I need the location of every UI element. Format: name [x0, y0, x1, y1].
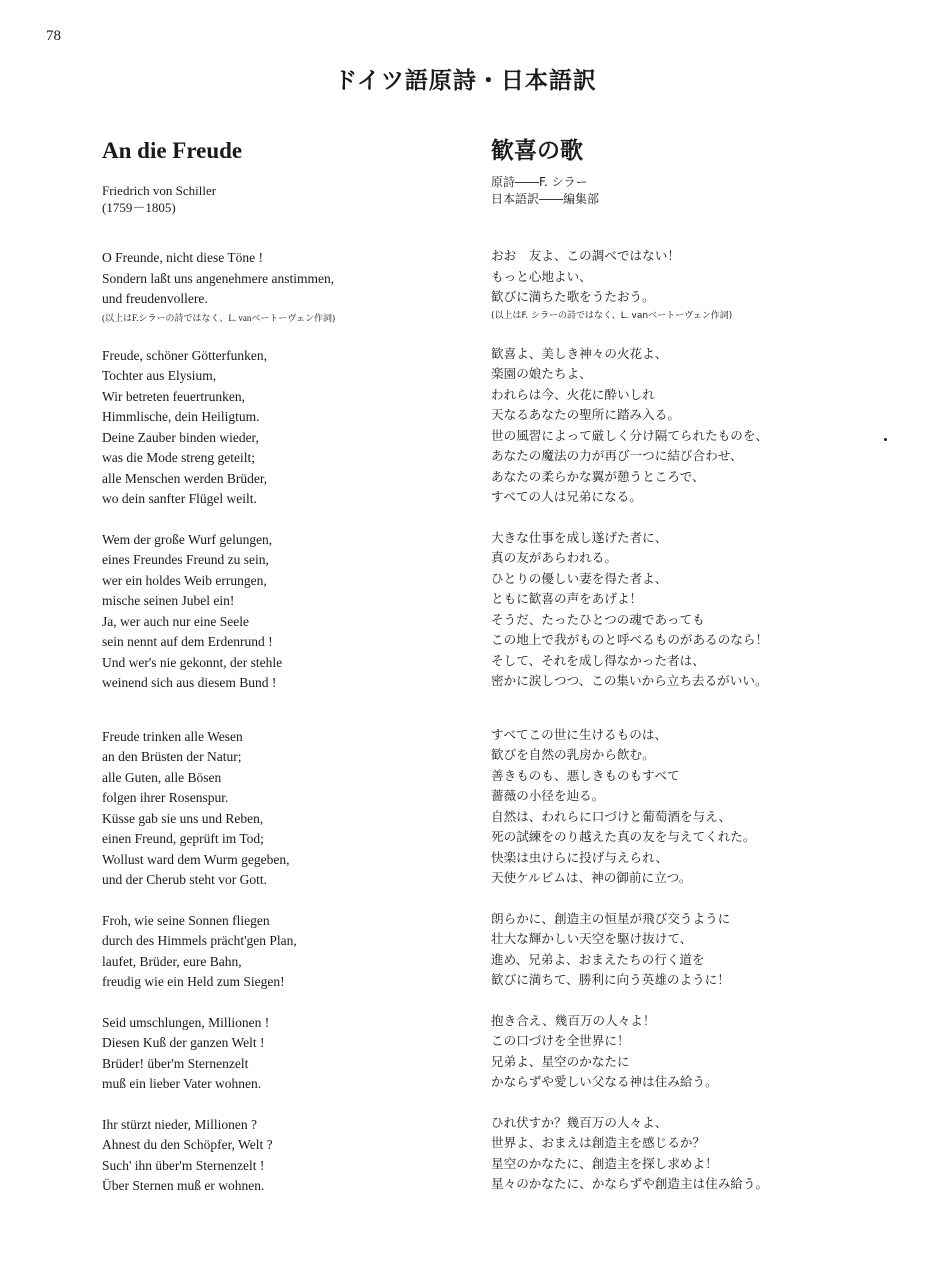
- stanza-gap: [491, 692, 911, 725]
- verse-line: 大きな仕事を成し遂げた者に、: [491, 529, 668, 545]
- stanza-gap: [491, 889, 911, 909]
- verse-line: alle Guten, alle Bösen: [102, 769, 222, 785]
- stanza: [491, 725, 911, 889]
- verse-line: すべての人は兄弟になる。: [491, 489, 642, 504]
- verse-line: Ja, wer auch nur eine Seele: [102, 613, 249, 629]
- verse-line: 密かに涙しつつ、この集いから立ち去るがいい。: [491, 673, 768, 688]
- verse-line: 星空のかなたに、創造主を探し求めよ！: [491, 1155, 718, 1171]
- verse-line: Freude, schöner Götterfunken,: [102, 347, 267, 363]
- verse-line: an den Brüsten der Natur;: [102, 749, 242, 764]
- verse-line: Tochter aus Elysium,: [102, 368, 217, 383]
- stanza-gap: [102, 993, 462, 1013]
- stanza-gap: [102, 510, 462, 530]
- stanza: [491, 1011, 911, 1093]
- verse-line: einen Freund, geprüft im Tod;: [102, 831, 264, 846]
- verse-line: 快楽は虫けらに投げ与えられ、: [491, 849, 669, 865]
- german-column: [102, 132, 462, 1197]
- stanza: [102, 530, 462, 694]
- verse-line: もっと心地よい、: [491, 268, 592, 284]
- stanza: [102, 727, 462, 891]
- verse-line: freudig wie ein Held zum Siegen!: [102, 974, 285, 989]
- verse-line: Wir betreten feuertrunken,: [102, 388, 246, 404]
- verse-line: かならずや愛しい父なる神は住み給う。: [491, 1074, 718, 1089]
- verse-line: und der Cherub steht vor Gott.: [102, 872, 267, 887]
- verse-line: Deine Zauber binden wieder,: [102, 429, 259, 445]
- stanza: [102, 1013, 462, 1095]
- verse-line: muß ein lieber Vater wohnen.: [102, 1076, 262, 1091]
- verse-line: und freudenvollere.: [102, 291, 208, 306]
- verse-line: durch des Himmels prächt'gen Plan,: [102, 933, 297, 948]
- verse-line: 星々のかなたに、かならずや創造主は住み給う。: [491, 1176, 769, 1191]
- verse-line: Ahnest du den Schöpfer, Welt ?: [102, 1137, 273, 1152]
- verse-line: 薔薇の小径を辿る。: [491, 788, 605, 803]
- verse-line: そうだ、たったひとつの魂であっても: [491, 611, 705, 627]
- page-number: 78: [46, 28, 61, 44]
- german-author: Friedrich von Schiller: [102, 183, 217, 198]
- verse-line: wer ein holdes Weib errungen,: [102, 572, 267, 588]
- verse-line: ともに歓喜の声をあげよ！: [491, 591, 643, 606]
- verse-line: wo dein sanfter Flügel weilt.: [102, 491, 257, 506]
- verse-line: 進め、兄弟よ、おまえたちの行く道を: [491, 951, 705, 967]
- verse-line: 歓びを自然の乳房から飲む。: [491, 747, 655, 762]
- verse-line: weinend sich aus diesem Bund !: [102, 675, 277, 690]
- verse-line: この口づけを全世界に！: [491, 1033, 630, 1048]
- verse-line: Diesen Kuß der ganzen Welt !: [102, 1035, 265, 1050]
- attribution-note: (以上はF. シラーの詩ではなく、L. vanベートーヴェン作詞): [491, 310, 733, 321]
- verse-line: 世界よ、おまえは創造主を感じるか？: [491, 1135, 706, 1150]
- stanza: [102, 1115, 462, 1197]
- japanese-credits: [491, 174, 911, 246]
- verse-line: 天なるあなたの聖所に踏み入る。: [491, 407, 680, 422]
- verse-line: 歓喜よ、美しき神々の火花よ、: [491, 345, 668, 361]
- verse-line: 抱き合え、幾百万の人々よ！: [491, 1012, 656, 1028]
- verse-line: Sondern laßt uns angenehmere anstimmen,: [102, 270, 335, 286]
- german-title: An die Freude: [102, 138, 243, 163]
- margin-mark: [884, 438, 887, 441]
- verse-line: Seid umschlungen, Millionen !: [102, 1014, 270, 1030]
- verse-line: Such' ihn über'm Sternenzelt !: [102, 1157, 265, 1173]
- verse-line: mische seinen Jubel ein!: [102, 593, 235, 608]
- verse-line: ひとりの優しい妻を得た者よ、: [491, 570, 668, 586]
- stanza: [491, 1113, 911, 1195]
- german-years: (1759－1805): [102, 200, 176, 215]
- verse-line: あなたの魔法の力が再び一つに結び合わせ、: [491, 448, 743, 463]
- verse-line: おお 友よ、この調べではない！: [491, 248, 680, 263]
- german-author-block: [102, 182, 462, 248]
- verse-line: Und wer's nie gekonnt, der stehle: [102, 654, 283, 670]
- verse-line: 楽園の娘たちよ、: [491, 366, 592, 381]
- verse-line: われらは今、火花に酔いしれ: [491, 386, 655, 402]
- verse-line: Brüder! über'm Sternenzelt: [102, 1055, 249, 1071]
- japanese-stanzas: [491, 246, 911, 1195]
- verse-line: 死の試練をのり越えた真の友を与えてくれた。: [491, 829, 756, 844]
- attribution-note: (以上はF.シラーの詩ではなく、L. vanベートーヴェン作詞): [102, 312, 335, 323]
- verse-line: Über Sternen muß er wohnen.: [102, 1178, 265, 1193]
- verse-line: Himmlische, dein Heiligtum.: [102, 409, 260, 424]
- verse-line: 兄弟よ、星空のかなたに: [491, 1053, 630, 1069]
- verse-line: laufet, Brüder, eure Bahn,: [102, 953, 242, 969]
- verse-line: Wem der große Wurf gelungen,: [102, 531, 273, 547]
- verse-line: O Freunde, nicht diese Töne !: [102, 250, 263, 265]
- verse-line: この地上で我がものと呼べるものがあるのなら！: [491, 632, 769, 647]
- german-stanzas: [102, 248, 462, 1197]
- verse-line: was die Mode streng geteilt;: [102, 450, 255, 465]
- verse-line: 善きものも、悪しきものもすべて: [491, 767, 680, 783]
- stanza: [491, 246, 911, 324]
- stanza: [491, 344, 911, 508]
- verse-line: 歓びに満ちて、勝利に向う英雄のように！: [491, 972, 730, 987]
- verse-line: alle Menschen werden Brüder,: [102, 470, 268, 486]
- stanza-gap: [102, 326, 462, 346]
- stanza-gap: [491, 508, 911, 528]
- credit-translation: 日本語訳――編集部: [491, 192, 600, 206]
- verse-line: Ihr stürzt nieder, Millionen ?: [102, 1116, 258, 1132]
- verse-line: あなたの柔らかな翼が憩うところで、: [491, 468, 705, 484]
- verse-line: 壮大な輝かしい天空を駆け抜けて、: [491, 931, 693, 946]
- verse-line: ひれ伏すか？幾百万の人々よ、: [491, 1114, 668, 1130]
- verse-line: folgen ihrer Rosenspur.: [102, 790, 229, 805]
- stanza-gap: [491, 991, 911, 1011]
- verse-line: sein nennt auf dem Erdenrund !: [102, 634, 273, 649]
- page-title: ドイツ語原詩・日本語訳: [334, 68, 597, 94]
- japanese-column: [491, 132, 911, 1195]
- stanza-gap: [102, 1095, 462, 1115]
- japanese-title: 歓喜の歌: [491, 138, 583, 164]
- verse-line: 真の友があらわれる。: [491, 550, 617, 565]
- verse-line: 天使ケルビムは、神の御前に立つ。: [491, 870, 692, 885]
- stanza: [491, 909, 911, 991]
- verse-line: 自然は、われらに口づけと葡萄酒を与え、: [491, 808, 732, 824]
- stanza-gap: [102, 694, 462, 727]
- verse-line: すべてこの世に生けるものは、: [491, 726, 668, 742]
- verse-line: 朗らかに、創造主の恒星が飛び交うように: [491, 910, 731, 926]
- stanza: [102, 248, 462, 326]
- stanza: [102, 911, 462, 993]
- stanza-gap: [491, 1093, 911, 1113]
- stanza-gap: [102, 891, 462, 911]
- verse-line: Wollust ward dem Wurm gegeben,: [102, 851, 290, 867]
- stanza: [491, 528, 911, 692]
- credit-poem: 原詩――F. シラー: [491, 175, 588, 189]
- verse-line: eines Freundes Freund zu sein,: [102, 552, 269, 567]
- verse-line: そして、それを成し得なかった者は、: [491, 652, 705, 668]
- verse-line: 歓びに満ちた歌をうたおう。: [491, 289, 655, 304]
- verse-line: Froh, wie seine Sonnen fliegen: [102, 912, 270, 928]
- verse-line: Freude trinken alle Wesen: [102, 728, 243, 744]
- stanza-gap: [491, 324, 911, 344]
- verse-line: 世の風習によって厳しく分け隔てられたものを、: [491, 427, 769, 443]
- stanza: [102, 346, 462, 510]
- verse-line: Küsse gab sie uns und Reben,: [102, 810, 264, 826]
